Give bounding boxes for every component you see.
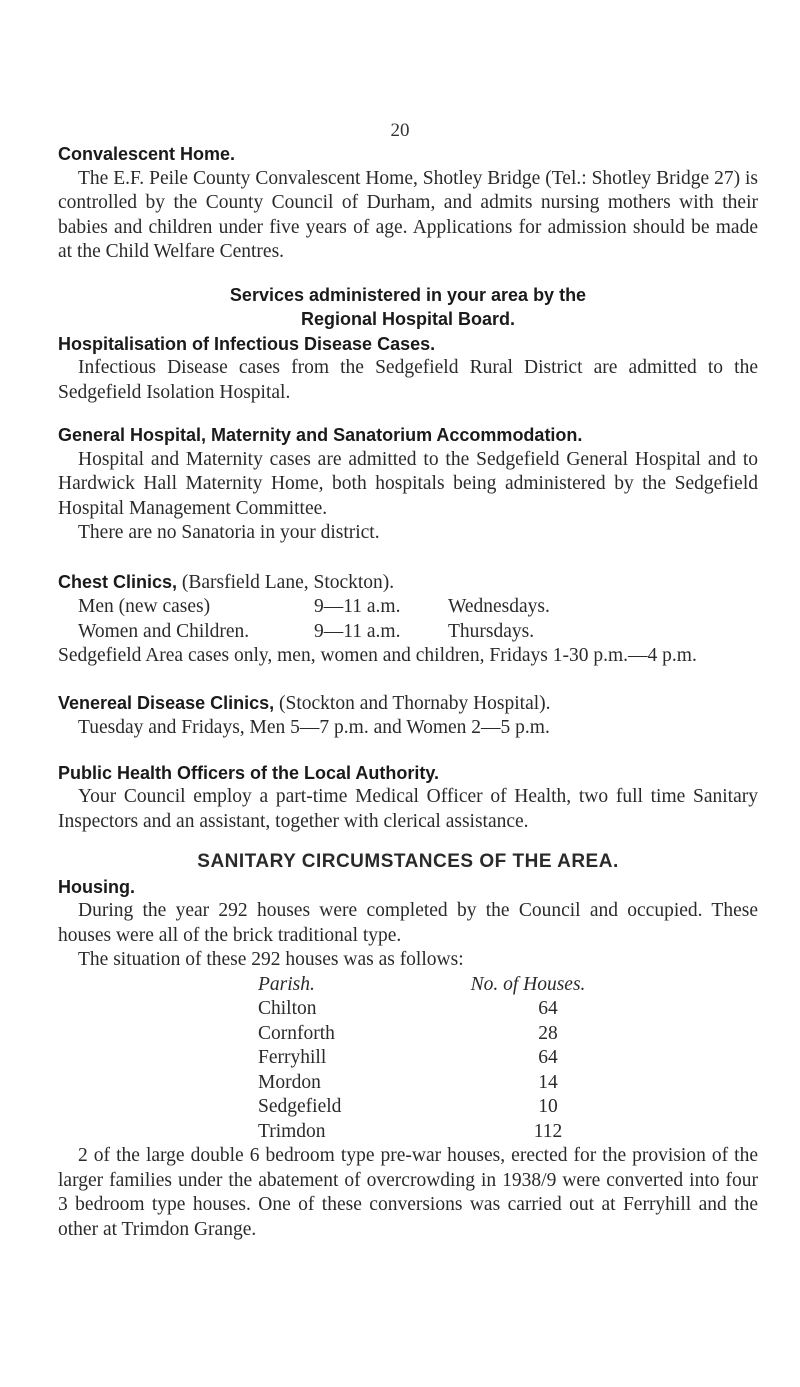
housing-heading: Housing. [58, 876, 135, 897]
public-health-text: Your Council employ a part-time Medical Officer of Health, two full time Sanitary Inspectors and an assistant, together with clerical assistance. [58, 786, 758, 832]
sanatoria-text: There are no Sanatoria in your district. [78, 522, 380, 543]
table-row [258, 1022, 598, 1047]
hospitalisation-text: Infectious Disease cases from the Sedgefield Rural District are admitted to the Sedgefield Isolation Hospital. [58, 357, 758, 403]
hospitalisation-heading: Hospitalisation of Infectious Disease Cases. [58, 333, 436, 354]
clinic-time: 9—11 a.m. [314, 620, 401, 642]
parish-cell: Sedgefield [258, 1096, 342, 1117]
page-body [58, 142, 758, 1242]
convalescent-text: The E.F. Peile County Convalescent Home, Shotley Bridge (Tel.: Shotley Bridge 27) is controlled by the County Council of Durham, and admits nursing mothers with their babies and children under five years of age. Applications for admission should be made at the Child Welfare Centres. [58, 167, 758, 262]
chest-clinic-row [58, 595, 758, 620]
houses-table [258, 973, 598, 1145]
parish-cell: Trimdon [258, 1120, 326, 1142]
chest-clinics-location: (Barsfield Lane, Stockton). [177, 571, 395, 593]
venereal-clinics-heading: Venereal Disease Clinics, [58, 692, 275, 713]
parish-cell: Mordon [258, 1071, 321, 1093]
services-heading-line1: Services administered in your area by the [229, 284, 587, 305]
houses-table-header [258, 973, 598, 998]
houses-cell: 112 [533, 1120, 563, 1142]
col-houses-header: No. of Houses. [470, 973, 586, 995]
clinic-time: 9—11 a.m. [314, 596, 401, 617]
general-hospital-text: Hospital and Maternity cases are admitted to the Sedgefield General Hospital and to Hardwick Hall Maternity Home, both hospitals being administered by the Sedgefield Hospital Management Committee. [58, 448, 758, 519]
clinic-group: Women and Children. [78, 620, 250, 642]
parish-cell: Ferryhill [258, 1047, 327, 1068]
table-row [258, 1071, 598, 1096]
parish-cell: Cornforth [258, 1022, 335, 1044]
general-hospital-heading: General Hospital, Maternity and Sanatorium Accommodation. [58, 425, 583, 445]
public-health-heading: Public Health Officers of the Local Authority. [58, 762, 440, 783]
page-number: 20 [390, 120, 410, 141]
venereal-clinics-line [58, 691, 758, 717]
table-row [258, 1120, 598, 1145]
col-parish-header: Parish. [258, 973, 315, 995]
houses-cell: 28 [538, 1022, 558, 1044]
clinic-group: Men (new cases) [78, 596, 211, 617]
clinic-day: Wednesdays. [448, 596, 550, 617]
chest-clinics-note: Sedgefield Area cases only, men, women and children, Fridays 1-30 p.m.—4 p.m. [58, 645, 697, 666]
convalescent-heading: Convalescent Home. [58, 144, 236, 164]
chest-clinics-heading: Chest Clinics, [58, 571, 178, 592]
houses-cell: 10 [538, 1096, 558, 1117]
housing-text: During the year 292 houses were completed by the Council and occupied. These houses were all of the brick traditional type. [58, 900, 758, 946]
venereal-clinics-text: Tuesday and Fridays, Men 5—7 p.m. and Women 2—5 p.m. [78, 717, 550, 738]
conversion-text: 2 of the large double 6 bedroom type pre-war houses, erected for the provision of the larger families under the abatement of overcrowding in 1938/9 were converted into four 3 bedroom type houses. One of these conversions was carried out at Ferryhill and the other at Trimdon Grange. [58, 1145, 758, 1240]
parish-cell: Chilton [258, 998, 317, 1019]
table-row [258, 1095, 598, 1120]
sanitary-heading: SANITARY CIRCUMSTANCES OF THE AREA. [197, 851, 619, 872]
services-heading-line2: Regional Hospital Board. [300, 309, 516, 329]
clinic-day: Thursdays. [448, 620, 535, 642]
table-row [258, 997, 598, 1022]
table-row [258, 1046, 598, 1071]
chest-clinic-row [58, 620, 758, 645]
venereal-clinics-location: (Stockton and Thornaby Hospital). [274, 692, 551, 714]
housing-situation-text: The situation of these 292 houses was as follows: [78, 949, 464, 970]
houses-cell: 64 [538, 998, 558, 1019]
houses-cell: 64 [538, 1047, 558, 1068]
chest-clinics-line [58, 570, 758, 596]
houses-cell: 14 [538, 1071, 558, 1093]
